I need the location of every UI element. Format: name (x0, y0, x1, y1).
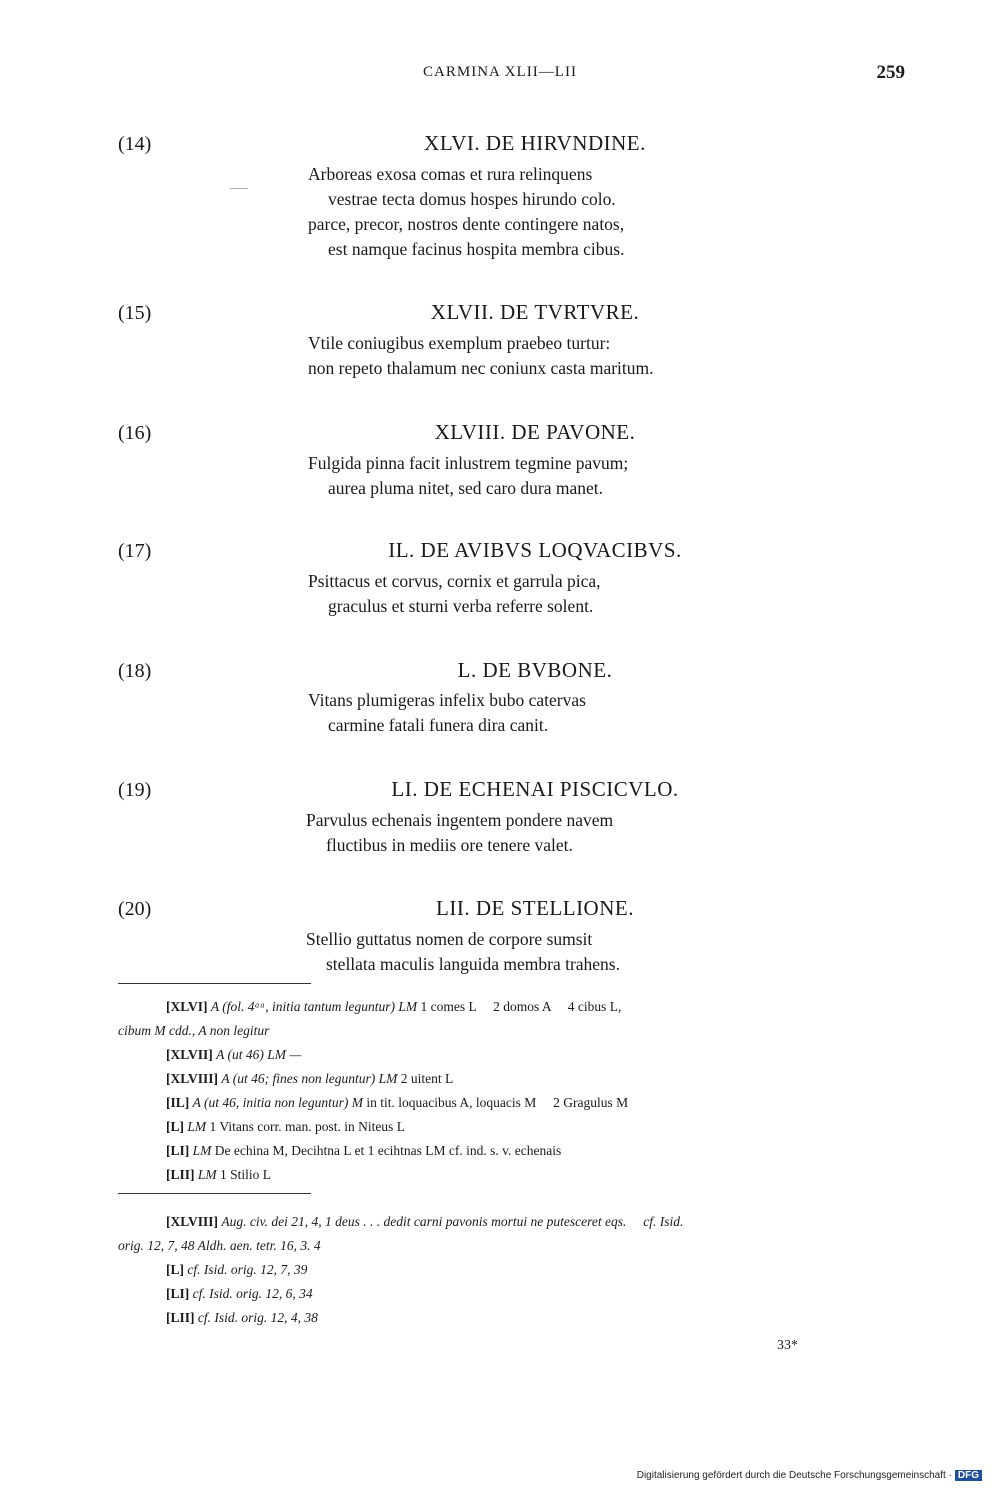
apparatus-text: 1 Stilio L (220, 1167, 272, 1182)
apparatus-text: in tit. loquacibus A, loquacis M 2 Gragulus M (366, 1095, 629, 1110)
verse-line: Fulgida pinna facit inlustrem tegmine pavum; (308, 453, 629, 473)
verse-line: non repeto thalamum nec coniunx casta maritum. (308, 358, 654, 378)
apparatus-entry (118, 1043, 908, 1067)
verse-line: Vtile coniugibus exemplum praebeo turtur: (308, 333, 611, 353)
source-text: cf. Isid. orig. 12, 4, 38 (197, 1310, 318, 1325)
apparatus-tag: [XLVI] (166, 999, 208, 1014)
poem-body (306, 808, 613, 858)
running-head: CARMINA XLII—LII (423, 64, 577, 80)
poem-title: LI. DE ECHENAI PISCICVLO. (391, 777, 679, 801)
poem-title: IL. DE AVIBVS LOQVACIBVS. (388, 538, 682, 562)
digitization-footer (637, 1470, 982, 1481)
verse-line: Arboreas exosa comas et rura relinquens (308, 164, 593, 184)
apparatus-tag: [XLVII] (166, 1047, 213, 1062)
apparatus-entry (118, 1067, 908, 1091)
apparatus-sigla: A (ut 46, initia non leguntur) M (192, 1095, 363, 1110)
apparatus-entry (118, 995, 908, 1019)
apparatus-entry (118, 1163, 908, 1187)
verse-line: Stellio guttatus nomen de corpore sumsit (306, 929, 593, 949)
poem-number: (14) (118, 133, 152, 155)
footnote-rule (118, 983, 311, 984)
apparatus-text: 1 comes L 2 domos A 4 cibus L, (420, 999, 622, 1014)
source-tag: [XLVIII] (166, 1214, 219, 1229)
source-entry (118, 1210, 908, 1234)
poem-title: XLVIII. DE PAVONE. (434, 420, 636, 444)
apparatus-sigla: LM (187, 1119, 207, 1134)
source-entry (118, 1306, 908, 1330)
apparatus-sigla: LM (192, 1143, 212, 1158)
verse-line: Vitans plumigeras infelix bubo catervas (308, 690, 586, 710)
verse-line: aurea pluma nitet, sed caro dura manet. (328, 478, 604, 498)
poem-number: (18) (118, 660, 152, 682)
apparatus-tag: [L] (166, 1119, 184, 1134)
apparatus-entry (118, 1091, 908, 1115)
apparatus-sigla: A (ut 46; fines non leguntur) LM (221, 1071, 398, 1086)
poem-number: (15) (118, 302, 152, 324)
poem-number: (17) (118, 540, 152, 562)
source-text: cf. Isid. orig. 12, 7, 39 (187, 1262, 308, 1277)
source-text: orig. 12, 7, 48 Aldh. aen. tetr. 16, 3. 4 (118, 1238, 321, 1253)
decorative-dot (230, 188, 248, 189)
source-continuation (118, 1234, 908, 1258)
verse-line: Parvulus echenais ingentem pondere navem (306, 810, 614, 830)
poem-body (308, 451, 628, 501)
apparatus-text: 1 Vitans corr. man. post. in Niteus L (209, 1119, 405, 1134)
apparatus-continuation (118, 1019, 908, 1043)
source-entry (118, 1282, 908, 1306)
poem-body (308, 688, 586, 738)
poem-number: (19) (118, 779, 152, 801)
poem-body (308, 331, 654, 381)
poem-body (308, 162, 624, 262)
source-tag: [L] (166, 1262, 184, 1277)
apparatus-tag: [IL] (166, 1095, 190, 1110)
apparatus-entry (118, 1115, 908, 1139)
source-entry (118, 1258, 908, 1282)
apparatus-sigla: LM (197, 1167, 217, 1182)
verse-line: parce, precor, nostros dente contingere natos, (308, 214, 625, 234)
footnote-rule (118, 1193, 311, 1194)
apparatus-tag: [XLVIII] (166, 1071, 219, 1086)
apparatus-sigla: A (fol. 4ᵃᵃ, initia tantum leguntur) LM (210, 999, 418, 1014)
footer-text: Digitalisierung gefördert durch die Deutsche Forschungsgemeinschaft · (636, 1470, 952, 1481)
poem-number: (16) (118, 422, 152, 444)
apparatus-entry (118, 1139, 908, 1163)
poem-title: XLVI. DE HIRVNDINE. (424, 131, 646, 155)
verse-line: carmine fatali funera dira canit. (328, 715, 549, 735)
signature-mark: 33* (777, 1338, 798, 1353)
verse-line: graculus et sturni verba referre solent. (328, 596, 594, 616)
poem-title: LII. DE STELLIONE. (436, 896, 634, 920)
poem-title: XLVII. DE TVRTVRE. (430, 300, 640, 324)
page-number: 259 (876, 62, 905, 83)
apparatus-text: cibum M cdd., A non legitur (118, 1023, 270, 1038)
apparatus-tag: [LI] (166, 1143, 190, 1158)
verse-line: fluctibus in mediis ore tenere valet. (326, 835, 573, 855)
poem-body (308, 569, 601, 619)
source-text: Aug. civ. dei 21, 4, 1 deus . . . dedit carni pavonis mortui ne putesceret eqs. cf. Isid. (221, 1214, 684, 1229)
apparatus-text: De echina M, Decihtna L et 1 ecihtnas LM cf. ind. s. v. echenais (214, 1143, 562, 1158)
apparatus-sigla: A (ut 46) LM — (216, 1047, 302, 1062)
apparatus (118, 995, 908, 1187)
dfg-logo: DFG (955, 1470, 982, 1481)
apparatus-tag: [LII] (166, 1167, 195, 1182)
apparatus-text: 2 uitent L (400, 1071, 454, 1086)
verse-line: stellata maculis languida membra trahens. (326, 954, 620, 974)
poem-title: L. DE BVBONE. (457, 658, 613, 682)
poem-number: (20) (118, 898, 152, 920)
verse-line: Psittacus et corvus, cornix et garrula pica, (308, 571, 601, 591)
verse-line: vestrae tecta domus hospes hirundo colo. (328, 189, 616, 209)
sources (118, 1210, 908, 1330)
poem-body (306, 927, 620, 977)
verse-line: est namque facinus hospita membra cibus. (328, 239, 625, 259)
source-text: cf. Isid. orig. 12, 6, 34 (192, 1286, 313, 1301)
source-tag: [LII] (166, 1310, 195, 1325)
source-tag: [LI] (166, 1286, 190, 1301)
